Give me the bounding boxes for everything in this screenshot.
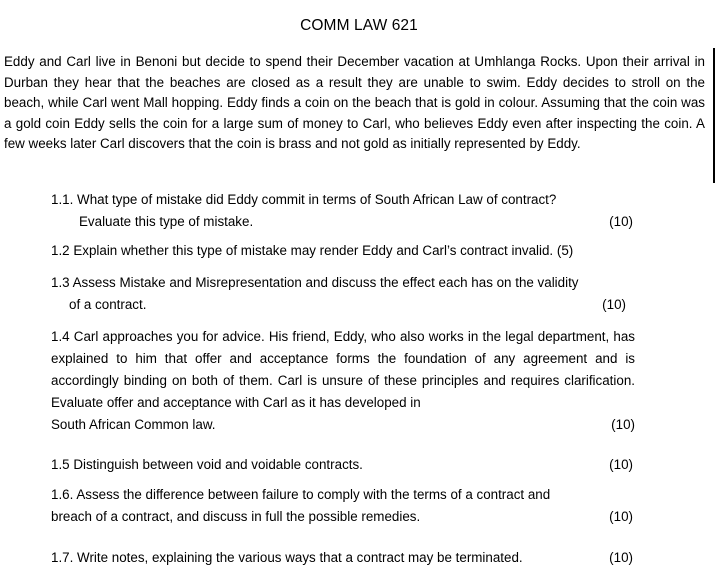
question-1-2 (51, 240, 641, 262)
question-1-5-text: 1.5 Distinguish between void and voidable contracts. (51, 457, 363, 472)
question-1-3-marks: (10) (602, 297, 626, 312)
question-1-6 (51, 484, 633, 528)
question-1-3-line-2 (51, 294, 626, 316)
question-1-5 (51, 454, 633, 476)
question-1-4 (51, 326, 635, 436)
question-1-4-marks: (10) (611, 417, 635, 432)
question-1-6-text-cont: breach of a contract, and discuss in full the possible remedies. (51, 509, 421, 524)
question-1-6-marks: (10) (609, 509, 633, 524)
question-1-7-marks: (10) (609, 550, 633, 565)
question-1-5-marks: (10) (609, 457, 633, 472)
question-1-6-text: 1.6. Assess the difference between failure to comply with the terms of a contract and (51, 487, 551, 502)
question-1-1-marks: (10) (609, 214, 633, 229)
question-1-7 (51, 547, 633, 569)
question-1-1-text: 1.1. What type of mistake did Eddy commit in terms of South African Law of contract? (51, 192, 557, 207)
question-1-2-text: 1.2 Explain whether this type of mistake may render Eddy and Carl’s contract invalid. (51, 243, 554, 258)
question-1-1-line-2 (51, 211, 633, 233)
question-1-7-text: 1.7. Write notes, explaining the various ways that a contract may be terminated. (51, 550, 523, 565)
question-1-1-text-cont: Evaluate this type of mistake. (79, 214, 254, 229)
question-1-4-last-line (51, 414, 635, 436)
question-1-4-text-end: South African Common law. (51, 417, 216, 432)
scenario-paragraph: Eddy and Carl live in Benoni but decide to spend their December vacation at Umhlanga Rocks. Upon their arrival in Durban they hear that the beaches are closed as a result they are unable to swim. Eddy decides to stroll on the beach, while Carl went Mall hopping. Eddy finds a coin on the beach that is gold in colour. Assuming that the coin was a gold coin Eddy sells the coin for a large sum of money to Carl, who believes Eddy even after inspecting the coin. A few weeks later Carl discovers that the coin is brass and not gold as initially represented by Eddy. (4, 54, 705, 151)
page-border-line (713, 48, 715, 183)
question-1-3-text-cont: of a contract. (69, 297, 147, 312)
question-1-4-text: 1.4 Carl approaches you for advice. His friend, Eddy, who also works in the legal department, has explained to him that offer and acceptance forms the foundation of any agreement and is accordingly binding on both of them. Carl is unsure of these principles and requires clarification. Evaluate offer and acceptance with Carl as it has developed in (51, 329, 635, 410)
question-1-1 (51, 189, 633, 233)
question-1-3-text: 1.3 Assess Mistake and Misrepresentation and discuss the effect each has on the validity (51, 275, 579, 290)
question-1-2-marks: (5) (556, 243, 574, 258)
page-title: COMM LAW 621 (300, 17, 418, 34)
question-1-3 (51, 272, 626, 316)
